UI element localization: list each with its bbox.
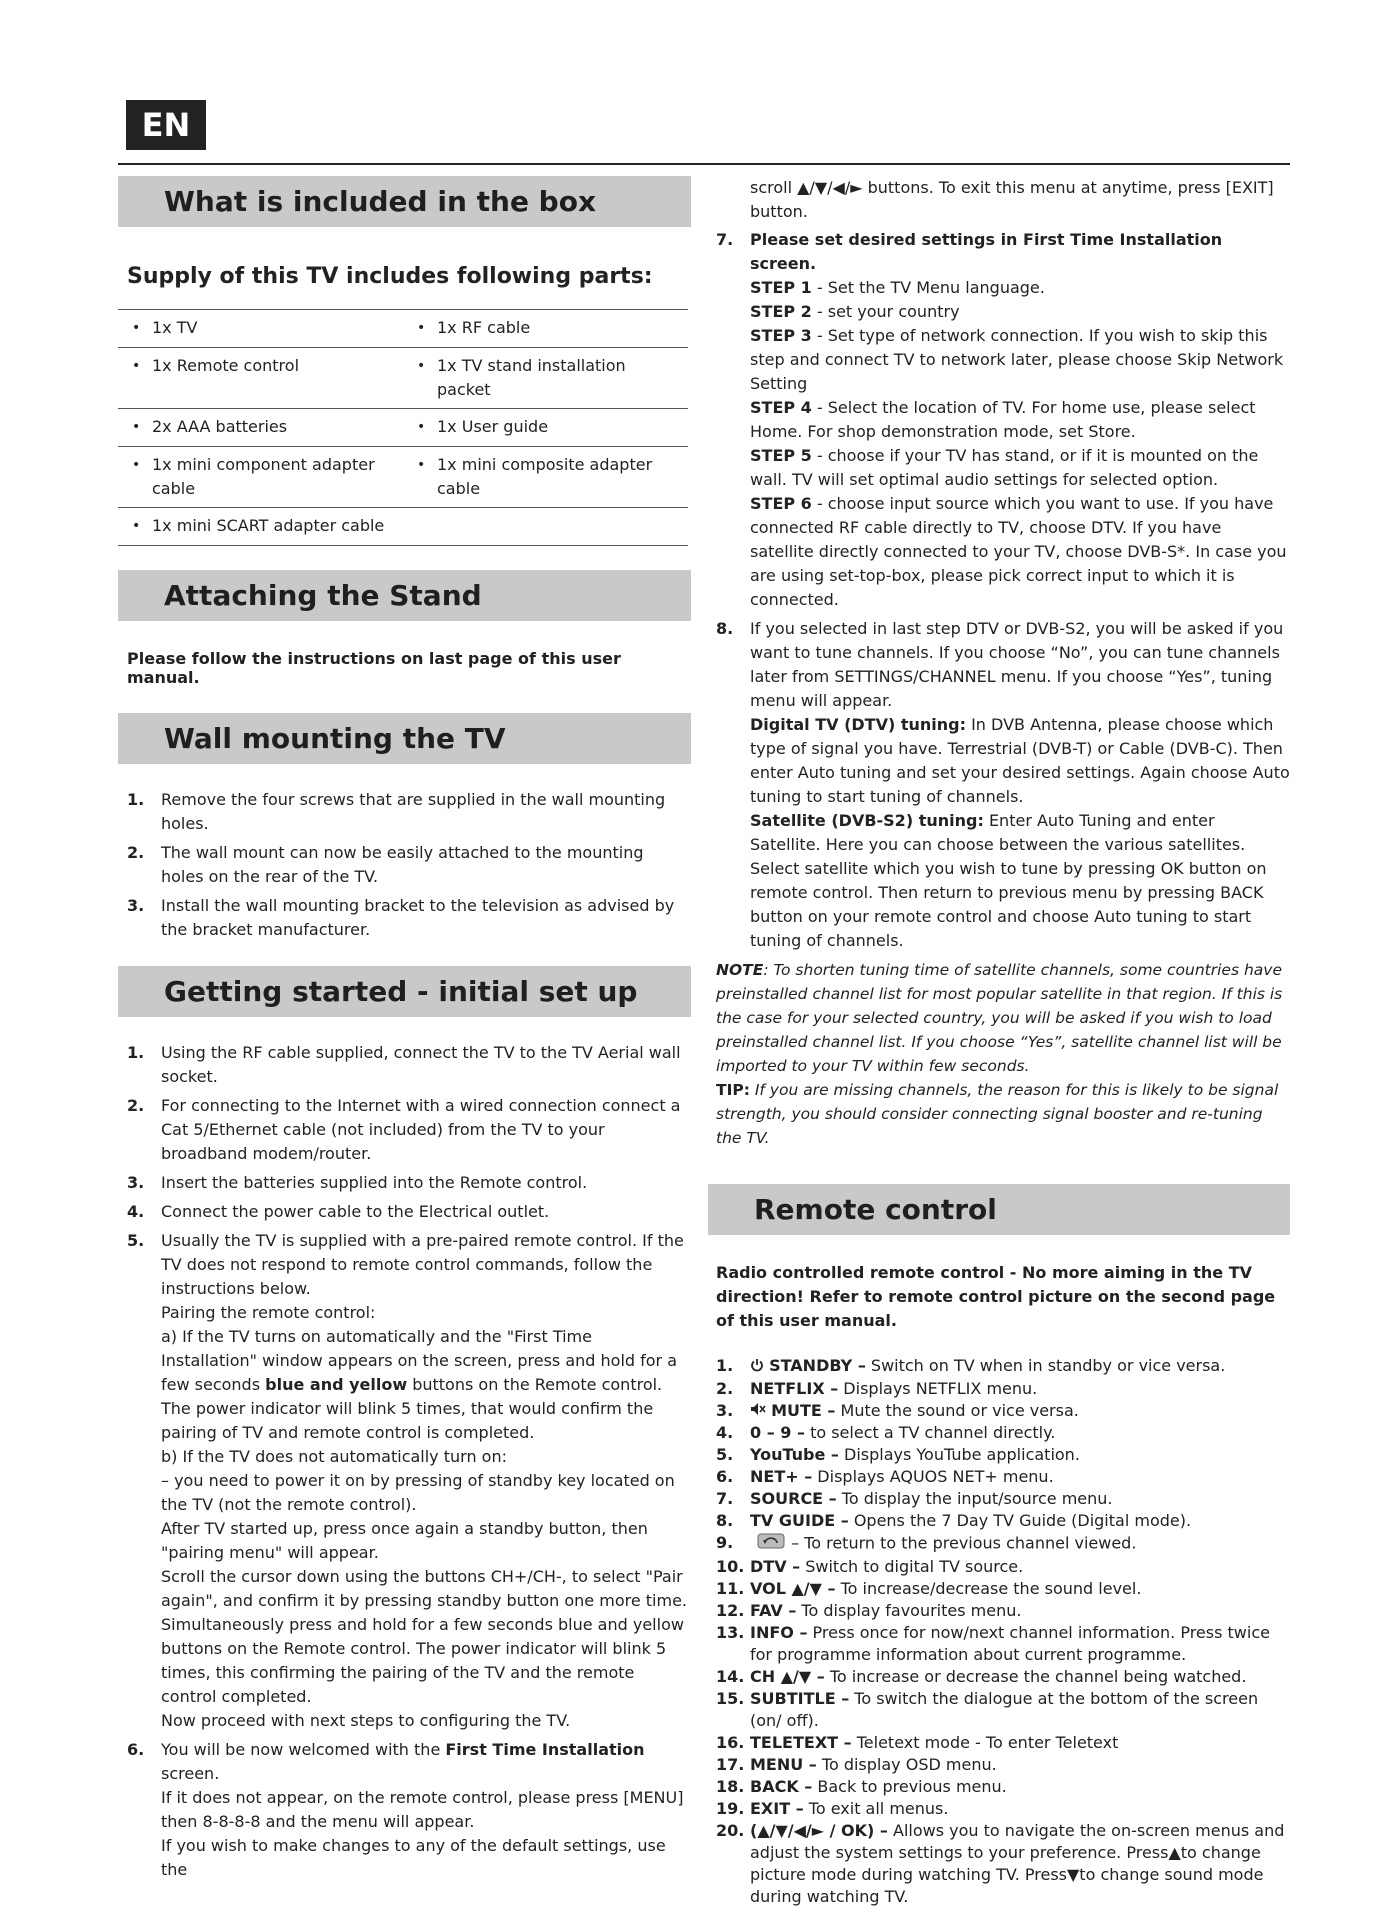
list-item: 17. MENU – To display OSD menu. xyxy=(716,1755,997,1774)
stand-text: Please follow the instructions on last page of this user manual. xyxy=(127,649,621,687)
mute-icon xyxy=(750,1400,766,1422)
part-item: 1x mini composite adapter cable xyxy=(437,455,653,498)
wall-steps xyxy=(127,788,691,942)
list-item: 9. – To return to the previous channel viewed. xyxy=(716,1532,1290,1556)
list-item: 2. NETFLIX – Displays NETFLIX menu. xyxy=(716,1378,1038,1398)
list-item: 2. For connecting to the Internet with a wired connection connect a Cat 5/Ethernet cable (not included) from the TV to your broadband modem/router. xyxy=(127,1096,681,1163)
box-subtitle: Supply of this TV includes following parts: xyxy=(127,264,653,289)
list-item: 4. Connect the power cable to the Electrical outlet. xyxy=(127,1202,550,1221)
list-item: 15. SUBTITLE – To switch the dialogue at the bottom of the screen (on/ off). xyxy=(716,1689,1259,1730)
list-item: 8. TV GUIDE – Opens the 7 Day TV Guide (Digital mode). xyxy=(716,1511,1192,1530)
part-item: 2x AAA batteries xyxy=(152,417,288,436)
list-item: 6. NET+ – Displays AQUOS NET+ menu. xyxy=(716,1467,1054,1486)
part-item: 1x RF cable xyxy=(437,318,531,337)
note-paragraph: NOTE: To shorten tuning time of satellite channels, some countries have preinstalled channel list for most popular satellite in that region. If this is the case for your selected country, you will be asked if you wish to load preinstalled channel list. If you choose “Yes”, satellite channel list will be imported to your TV within few seconds. xyxy=(716,961,1283,1075)
language-tab: EN xyxy=(126,100,206,150)
list-item: 19. EXIT – To exit all menus. xyxy=(716,1799,949,1818)
bullet: • xyxy=(132,457,141,473)
parts-row xyxy=(118,447,688,508)
list-item: 3. Install the wall mounting bracket to the television as advised by the bracket manufacturer. xyxy=(127,896,675,939)
list-item: 2. The wall mount can now be easily attached to the mounting holes on the rear of the TV. xyxy=(127,843,644,886)
part-item: 1x Remote control xyxy=(152,356,300,375)
section-stand-title: Attaching the Stand xyxy=(118,570,691,621)
list-item: 7. Please set desired settings in First Time Installation screen. STEP 1 - Set the TV Menu language. STEP 2 - set your country STEP 3 - Set type of network connection. If you wish to skip this step and connect TV to network later, please choose Skip Network Setting STEP 4 - Select the location of TV. For home use, please select Home. For shop demonstration mode, set Store. STEP 5 - choose if your TV has stand, or if it is mounted on the wall. TV will set optimal audio settings for selected option. STEP 6 - choose input source which you want to use. If you have connected RF cable directly to TV, choose DTV. If you have satellite directly connected to your TV, choose DVB-S*. In case you are using set-top-box, please pick correct input to which it is connected. xyxy=(716,230,1287,609)
step6-continued: scroll ▲/▼/◀/► buttons. To exit this menu at anytime, press [EXIT] button. xyxy=(750,178,1274,221)
power-icon xyxy=(750,1356,764,1378)
setup-steps-continued xyxy=(716,228,1290,953)
section-setup-title: Getting started - initial set up xyxy=(118,966,691,1017)
list-item: 5. Usually the TV is supplied with a pre-paired remote control. If the TV does not respond to remote control commands, follow the instructions below. Pairing the remote control: a) If the TV turns on automatically and the "First Time Installation" window appears on the screen, press and hold for a few seconds blue and yellow buttons on the Remote control. The power indicator will blink 5 times, that would confirm the pairing of TV and remote control is completed. b) If the TV does not automatically turn on: – you need to power it on by pressing of standby key located on the TV (not the remote control). After TV started up, press once again a standby button, then "pairing menu" will appear. Scroll the cursor down using the buttons CH+/CH-, to select "Pair again", and confirm it by pressing standby button one more time. Simultaneously press and hold for a few seconds blue and yellow buttons on the Remote control. The power indicator will blink 5 times, this confirming the pairing of the TV and the remote control completed. Now proceed with next steps to configuring the TV. xyxy=(127,1231,687,1730)
bullet: • xyxy=(417,320,426,336)
list-item: 20. (▲/▼/◀/► / OK) – Allows you to navigate the on-screen menus and adjust the system settings to your preference. Press▲to change picture mode during watching TV. Press▼to change sound mode during watching TV. xyxy=(716,1821,1285,1906)
bullet: • xyxy=(132,419,141,435)
parts-table xyxy=(118,309,688,546)
section-box-title: What is included in the box xyxy=(118,176,691,227)
part-item: 1x mini component adapter cable xyxy=(152,455,375,498)
list-item: 11. VOL ▲/▼ – To increase/decrease the sound level. xyxy=(716,1579,1142,1598)
list-item: 12. FAV – To display favourites menu. xyxy=(716,1601,1022,1620)
list-item: 6. You will be now welcomed with the First Time Installation screen. If it does not appear, on the remote control, please press [MENU] then 8-8-8-8 and the menu will appear. If you wish to make changes to any of the default settings, use the xyxy=(127,1740,684,1879)
parts-row xyxy=(118,508,688,546)
list-item: 18. BACK – Back to previous menu. xyxy=(716,1777,1007,1796)
bullet: • xyxy=(132,320,141,336)
list-item: 4. 0 – 9 – to select a TV channel directly. xyxy=(716,1423,1056,1442)
bullet: • xyxy=(132,358,141,374)
setup-steps xyxy=(127,1041,691,1882)
list-item: 14. CH ▲/▼ – To increase or decrease the channel being watched. xyxy=(716,1667,1247,1686)
list-item: 3. MUTE – Mute the sound or vice versa. xyxy=(716,1400,1290,1423)
list-item: 16. TELETEXT – Teletext mode - To enter Teletext xyxy=(716,1733,1119,1752)
bullet: • xyxy=(417,457,426,473)
list-item: 1. Using the RF cable supplied, connect the TV to the TV Aerial wall socket. xyxy=(127,1043,681,1086)
bullet: • xyxy=(417,358,426,374)
parts-row xyxy=(118,409,688,447)
list-item: 7. SOURCE – To display the input/source menu. xyxy=(716,1489,1113,1508)
section-remote-title: Remote control xyxy=(708,1184,1290,1235)
list-item: 5. YouTube – Displays YouTube application. xyxy=(716,1445,1080,1464)
part-item: 1x User guide xyxy=(437,417,549,436)
section-wall-title: Wall mounting the TV xyxy=(118,713,691,764)
list-item: 8. If you selected in last step DTV or DVB-S2, you will be asked if you want to tune channels. If you choose “No”, you can tune channels later from SETTINGS/CHANNEL menu. If you choose “Yes”, tuning menu will appear. Digital TV (DTV) tuning: In DVB Antenna, please choose which type of signal you have. Terrestrial (DVB-T) or Cable (DVB-C). Then enter Auto tuning and set your desired settings. Again choose Auto tuning to start tuning of channels. Satellite (DVB-S2) tuning: Enter Auto Tuning and enter Satellite. Here you can choose between the various satellites. Select satellite which you wish to tune by pressing OK button on remote control. Then return to previous menu by pressing BACK button on your remote control and choose Auto tuning to start tuning of channels. xyxy=(716,619,1290,950)
list-item: 1. STANDBY – Switch on TV when in standby or vice versa. xyxy=(716,1355,1290,1378)
list-item: 3. Insert the batteries supplied into the Remote control. xyxy=(127,1173,588,1192)
part-item: 1x TV stand installation packet xyxy=(437,356,626,399)
tip-paragraph: TIP: If you are missing channels, the reason for this is likely to be signal strength, you should consider connecting signal booster and re-tuning the TV. xyxy=(716,1081,1279,1147)
bullet: • xyxy=(132,518,141,534)
remote-intro: Radio controlled remote control - No more aiming in the TV direction! Refer to remote control picture on the second page of this user manual. xyxy=(716,1263,1276,1330)
recall-icon xyxy=(756,1532,786,1556)
list-item: 13. INFO – Press once for now/next channel information. Press twice for programme information about current programme. xyxy=(716,1623,1270,1664)
bullet: • xyxy=(417,419,426,435)
parts-row xyxy=(118,310,688,348)
top-rule xyxy=(118,163,1290,165)
right-column xyxy=(708,176,1290,1908)
list-item: 1. Remove the four screws that are supplied in the wall mounting holes. xyxy=(127,790,666,833)
remote-buttons-list xyxy=(716,1355,1290,1908)
list-item: 10. DTV – Switch to digital TV source. xyxy=(716,1557,1024,1576)
left-column xyxy=(118,176,691,1887)
part-item: 1x mini SCART adapter cable xyxy=(152,516,385,535)
parts-row xyxy=(118,348,688,409)
part-item: 1x TV xyxy=(152,318,198,337)
